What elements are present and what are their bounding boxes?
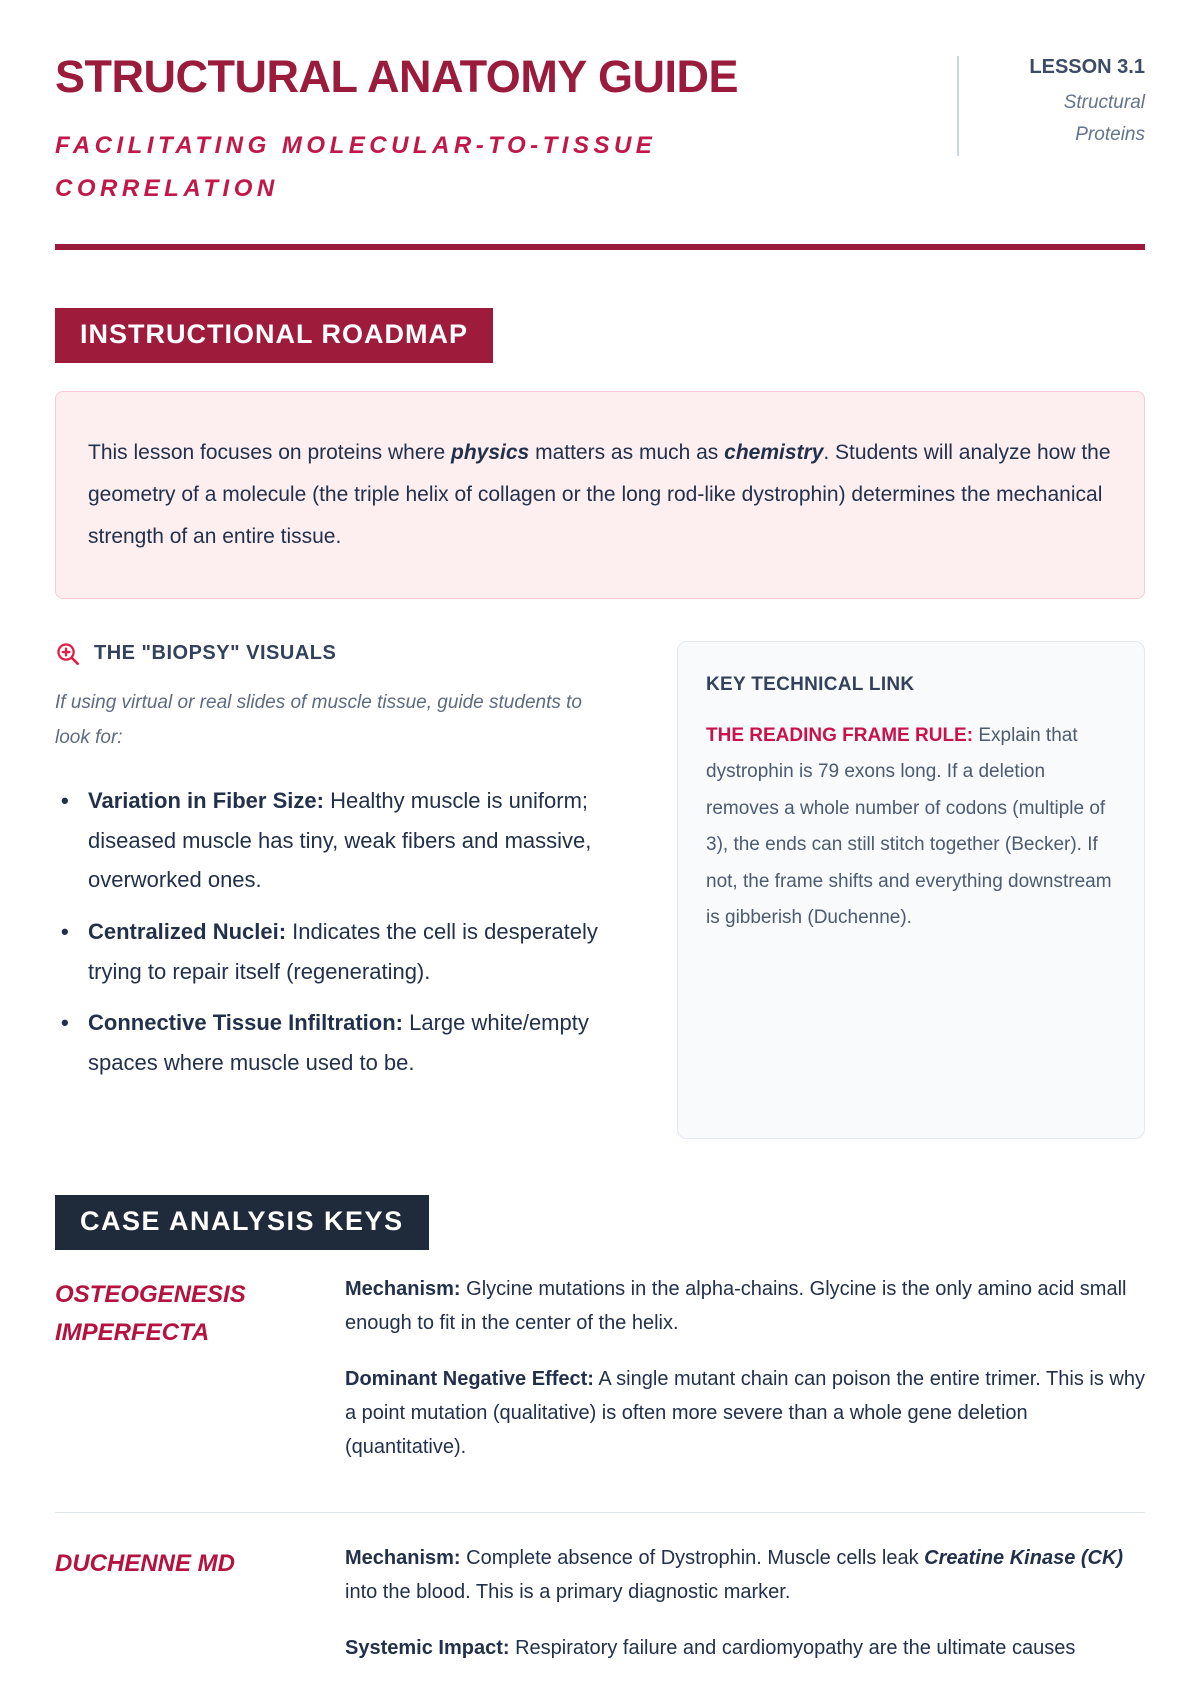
case-name-line: OSTEOGENESIS bbox=[55, 1280, 246, 1308]
lesson-topic bbox=[1029, 87, 1145, 152]
page-subtitle bbox=[55, 124, 738, 210]
intro-text-1: This lesson focuses on proteins where bbox=[88, 440, 452, 464]
list-item bbox=[55, 912, 615, 991]
case-name-line: IMPERFECTA bbox=[55, 1319, 210, 1347]
paragraph-text: Complete absence of Dystrophin. Muscle cells leak bbox=[460, 1546, 925, 1569]
tech-card-paragraph bbox=[706, 718, 1116, 937]
key-technical-link-card bbox=[677, 641, 1145, 1139]
bullet-lead: Centralized Nuclei: bbox=[88, 918, 287, 944]
case-name bbox=[55, 1541, 345, 1687]
paragraph-lead: Mechanism: bbox=[345, 1546, 461, 1569]
reading-frame-rule-text: Explain that dystrophin is 79 exons long. If a deletion removes a whole number of codons (multiple of 3), the ends can still stitch together (Becker). If not, the frame shifts and everything downstream is gibberish (Duchenne). bbox=[706, 724, 1112, 929]
bullet-lead: Connective Tissue Infiltration: bbox=[88, 1010, 403, 1036]
intro-text-3: . Students will analyze how the geometry of a molecule (the triple helix of collagen or the long rod-like dystrophin) determines the mechanical strength of an entire tissue. bbox=[88, 440, 1111, 548]
case-divider bbox=[55, 1512, 1145, 1513]
subtitle-line-1: FACILITATING MOLECULAR-TO-TISSUE bbox=[55, 131, 657, 159]
intro-em-physics: physics bbox=[451, 440, 530, 464]
tech-card-heading: KEY TECHNICAL LINK bbox=[706, 673, 915, 695]
paragraph-text: into the blood. This is a primary diagnostic marker. bbox=[345, 1580, 791, 1603]
lesson-topic-line-2: Proteins bbox=[1075, 124, 1145, 146]
intro-em-chemistry: chemistry bbox=[724, 440, 824, 464]
header bbox=[55, 52, 1145, 210]
case-body bbox=[345, 1272, 1145, 1486]
case-row-osteogenesis bbox=[55, 1272, 1145, 1486]
paragraph-lead: Mechanism: bbox=[345, 1277, 461, 1300]
subtitle-line-2: CORRELATION bbox=[55, 174, 279, 202]
biopsy-bullet-list bbox=[55, 781, 615, 1082]
page-title: STRUCTURAL ANATOMY GUIDE bbox=[55, 51, 739, 102]
biopsy-column bbox=[55, 641, 615, 1094]
case-paragraph bbox=[345, 1631, 1145, 1665]
list-item bbox=[55, 781, 615, 900]
paragraph-lead: Dominant Negative Effect: bbox=[345, 1367, 594, 1390]
case-name bbox=[55, 1272, 345, 1486]
header-divider-rule bbox=[55, 244, 1145, 250]
intro-text-2: matters as much as bbox=[529, 440, 725, 464]
biopsy-heading: THE "BIOPSY" VISUALS bbox=[94, 642, 337, 665]
case-name-line: DUCHENNE MD bbox=[55, 1549, 235, 1577]
biopsy-note: If using virtual or real slides of muscle tissue, guide students to look for: bbox=[55, 691, 582, 749]
bullet-text: Large white/empty spaces where muscle used to be. bbox=[88, 1010, 589, 1075]
zoom-in-icon bbox=[55, 641, 81, 667]
paragraph-text: Glycine mutations in the alpha-chains. Glycine is the only amino acid small enough to fit in the center of the helix. bbox=[345, 1277, 1127, 1334]
case-row-duchenne bbox=[55, 1541, 1145, 1687]
bullet-text: Indicates the cell is desperately trying to repair itself (regenerating). bbox=[88, 918, 598, 984]
paragraph-lead: Systemic Impact: bbox=[345, 1636, 510, 1659]
case-paragraph bbox=[345, 1362, 1145, 1464]
paragraph-text: A single mutant chain can poison the entire trimer. This is why a point mutation (qualitative) is often more severe than a whole gene deletion (quantitative). bbox=[345, 1367, 1145, 1458]
lesson-topic-line-1: Structural bbox=[1063, 92, 1145, 113]
paragraph-emphasis: Creatine Kinase (CK) bbox=[924, 1546, 1124, 1569]
list-item bbox=[55, 1003, 615, 1082]
paragraph-text: Respiratory failure and cardiomyopathy are the ultimate causes bbox=[509, 1636, 1076, 1659]
case-paragraph bbox=[345, 1272, 1145, 1340]
case-paragraph bbox=[345, 1541, 1145, 1609]
case-body bbox=[345, 1541, 1145, 1687]
bullet-text: Healthy muscle is uniform; diseased muscle has tiny, weak fibers and massive, overworked ones. bbox=[88, 788, 592, 893]
lesson-number: LESSON 3.1 bbox=[1029, 56, 1145, 78]
section-heading-instructional-roadmap: INSTRUCTIONAL ROADMAP bbox=[55, 308, 493, 363]
section-heading-case-analysis-keys: CASE ANALYSIS KEYS bbox=[55, 1195, 429, 1250]
bullet-lead: Variation in Fiber Size: bbox=[88, 788, 324, 814]
reading-frame-rule-lead: THE READING FRAME RULE: bbox=[706, 724, 974, 746]
roadmap-intro-box bbox=[55, 391, 1145, 599]
two-column-section bbox=[55, 641, 1145, 1139]
lesson-badge bbox=[957, 56, 1145, 156]
biopsy-heading-row bbox=[55, 641, 615, 667]
header-left bbox=[55, 52, 738, 210]
